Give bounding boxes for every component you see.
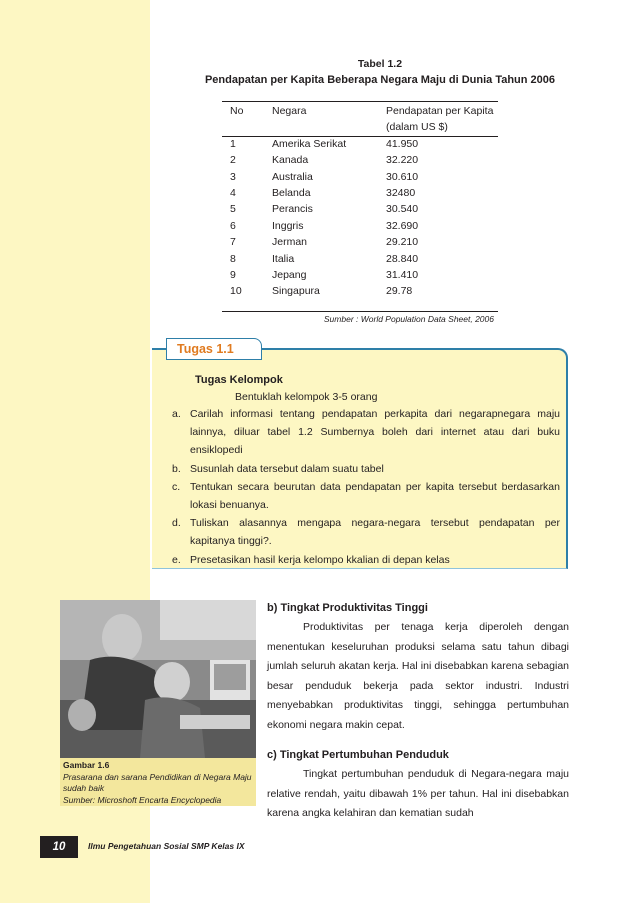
table-row bbox=[222, 169, 504, 185]
cell-no: 2 bbox=[230, 154, 236, 167]
cell-income: 28.840 bbox=[386, 252, 419, 265]
cell-income: 29.78 bbox=[386, 285, 413, 298]
section-body: Tingkat pertumbuhan penduduk di Negara-negara maju relative rendah, yaitu dibawah 1% per tahun. Hal ini disebabkan karena angka kelahiran dan kematian sudah bbox=[267, 768, 569, 820]
cell-no: 5 bbox=[230, 203, 236, 216]
task-tab: Tugas 1.1 bbox=[166, 338, 262, 360]
list-item bbox=[172, 478, 560, 514]
cell-country: Australia bbox=[272, 170, 313, 183]
cell-country: Italia bbox=[272, 252, 295, 265]
cell-no: 1 bbox=[230, 137, 236, 150]
cell-no: 6 bbox=[230, 219, 236, 232]
list-text: Carilah informasi tentang pendapatan perkapita dari negarapnegara maju lainnya, diluar tabel 1.2 Sumbernya boleh dari internet atau dari buku ensiklopedi bbox=[190, 408, 560, 457]
cell-no: 9 bbox=[230, 269, 236, 282]
list-item bbox=[172, 551, 560, 569]
cell-no: 4 bbox=[230, 187, 236, 200]
list-marker: b. bbox=[172, 462, 181, 475]
list-marker: a. bbox=[172, 408, 181, 420]
header-no: No bbox=[230, 105, 244, 117]
table-header-row bbox=[222, 100, 504, 136]
list-marker: e. bbox=[172, 553, 181, 566]
table-row bbox=[222, 136, 504, 152]
section-heading: c) Tingkat Pertumbuhan Penduduk bbox=[267, 749, 449, 761]
table-row bbox=[222, 152, 504, 168]
cell-country: Belanda bbox=[272, 187, 311, 200]
cell-country: Perancis bbox=[272, 203, 313, 216]
income-table bbox=[222, 100, 504, 300]
section-population-growth bbox=[267, 745, 569, 824]
figure-caption-text: Prasarana dan sarana Pendidikan di Negara Maju sudah baik bbox=[63, 771, 252, 793]
cell-no: 7 bbox=[230, 236, 236, 249]
cell-income: 30.610 bbox=[386, 170, 419, 183]
cell-country: Singapura bbox=[272, 285, 320, 298]
table-row bbox=[222, 185, 504, 201]
table-row bbox=[222, 234, 504, 250]
figure-label: Gambar 1.6 bbox=[63, 760, 110, 770]
table-row bbox=[222, 267, 504, 283]
list-marker: c. bbox=[172, 480, 181, 493]
table-title: Pendapatan per Kapita Beberapa Negara Maju di Dunia Tahun 2006 bbox=[204, 74, 556, 86]
list-item bbox=[172, 405, 560, 460]
list-text: Tuliskan alasannya mengapa negara-negara tersebut pendapatan per kapitanya tinggi?. bbox=[190, 517, 560, 548]
cell-no: 10 bbox=[230, 285, 242, 298]
header-country: Negara bbox=[272, 105, 307, 117]
cell-income: 32.220 bbox=[386, 154, 419, 167]
table-row bbox=[222, 283, 504, 299]
classroom-photo bbox=[60, 600, 256, 758]
classroom-photo-illustration bbox=[60, 600, 256, 758]
list-text: Presetasikan hasil kerja kelompo kkalian di depan kelas bbox=[190, 553, 450, 566]
table-header-rule bbox=[222, 136, 498, 137]
cell-income: 41.950 bbox=[386, 137, 419, 150]
cell-no: 8 bbox=[230, 252, 236, 265]
section-productivity bbox=[267, 598, 569, 736]
section-heading: b) Tingkat Produktivitas Tinggi bbox=[267, 602, 428, 614]
header-income-label: Pendapatan per Kapita bbox=[386, 105, 494, 117]
cell-country: Inggris bbox=[272, 219, 304, 232]
cell-country: Jepang bbox=[272, 269, 307, 282]
figure-source: Sumber: Microshoft Encarta Encyclopedia bbox=[63, 794, 222, 805]
table-row bbox=[222, 218, 504, 234]
task-heading: Tugas Kelompok bbox=[195, 374, 283, 386]
cell-income: 31.410 bbox=[386, 269, 419, 282]
task-list bbox=[172, 405, 560, 569]
figure-caption bbox=[60, 758, 256, 806]
section-body: Produktivitas per tenaga kerja diperoleh dengan menentukan keseluruhan produksi selama satu tahun dibagi jumlah seluruh akatan kerja. Hal ini disebabkan karena sebagian besar penduduk bekerja pada sektor industri. Industri menyebabkan produktivitas tinggi, sehingga pertumbuhan ekonomi negara makin cepat. bbox=[267, 621, 569, 731]
cell-no: 3 bbox=[230, 170, 236, 183]
table-bottom-rule bbox=[222, 311, 498, 312]
list-marker: d. bbox=[172, 517, 181, 530]
cell-country: Jerman bbox=[272, 236, 308, 249]
book-title: Ilmu Pengetahuan Sosial SMP Kelas IX bbox=[88, 841, 245, 851]
table-source: Sumber : World Population Data Sheet, 2006 bbox=[323, 314, 494, 324]
header-income bbox=[378, 100, 504, 136]
list-text: Tentukan secara beurutan data pendapatan per kapita tersebut berdasarkan lokasi benuanya. bbox=[190, 480, 560, 512]
cell-country: Kanada bbox=[272, 154, 309, 167]
list-item bbox=[172, 460, 560, 478]
page-number: 10 bbox=[40, 836, 78, 858]
header-income-unit: (dalam US $) bbox=[386, 121, 448, 134]
list-text: Susunlah data tersebut dalam suatu tabel bbox=[190, 462, 384, 475]
cell-income: 32480 bbox=[386, 187, 416, 200]
list-item bbox=[172, 514, 560, 550]
cell-income: 30.540 bbox=[386, 203, 419, 216]
cell-income: 32.690 bbox=[386, 219, 419, 232]
table-row bbox=[222, 251, 504, 267]
task-subheading: Bentuklah kelompok 3-5 orang bbox=[235, 391, 378, 403]
table-number: Tabel 1.2 bbox=[357, 58, 403, 70]
cell-country: Amerika Serikat bbox=[272, 137, 347, 150]
cell-income: 29.210 bbox=[386, 236, 419, 249]
table-row bbox=[222, 201, 504, 217]
